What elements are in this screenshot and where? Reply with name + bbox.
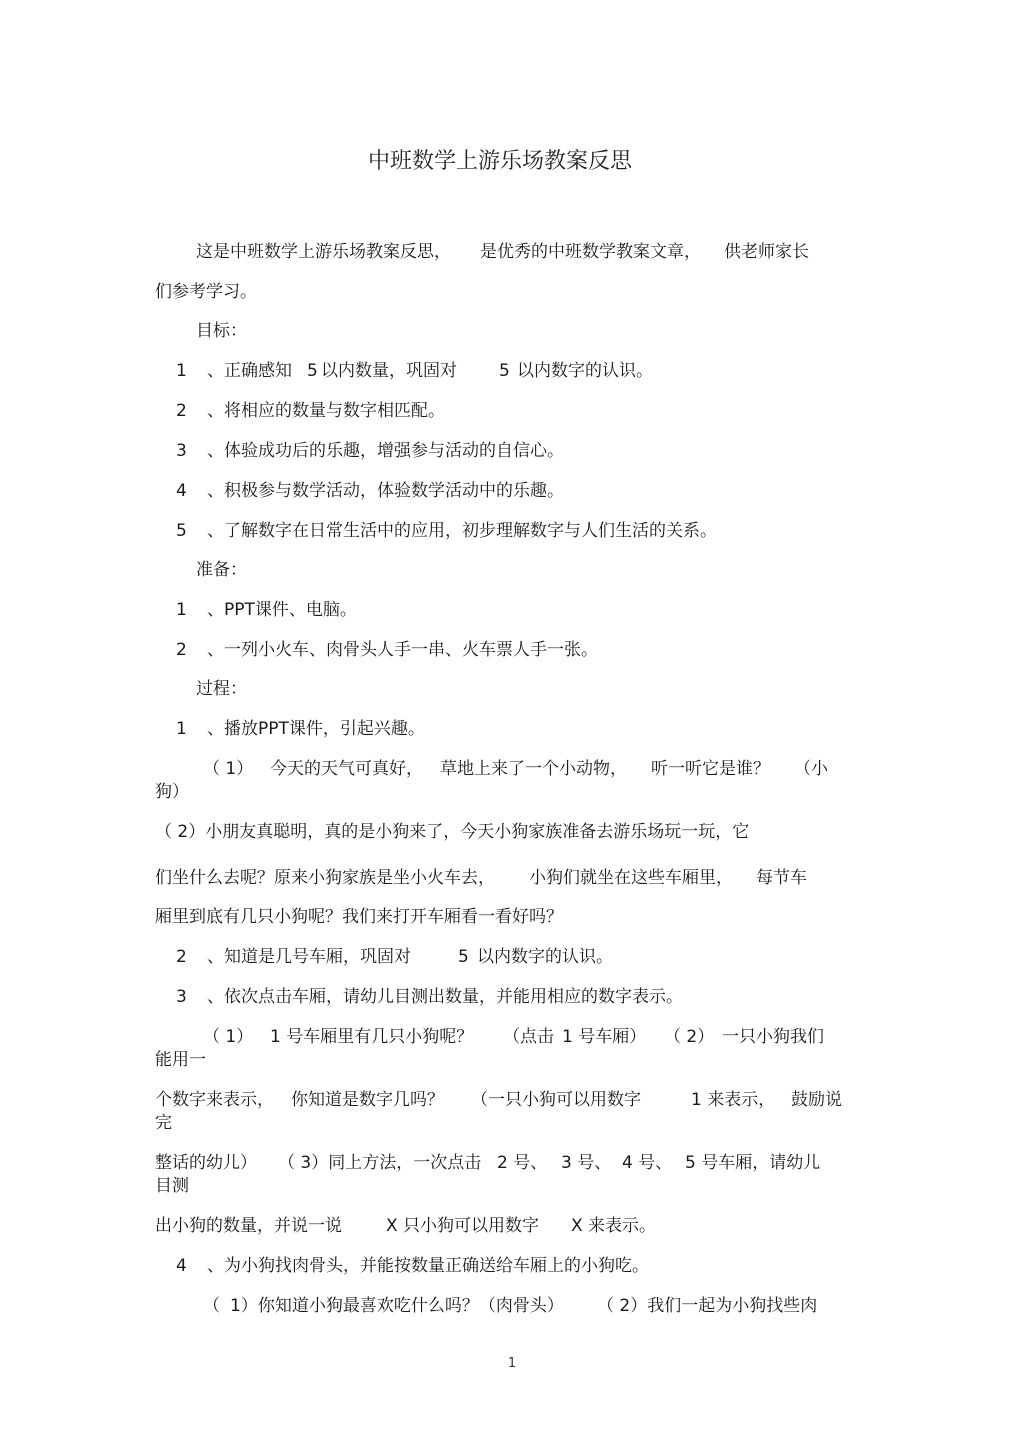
paragraph-text: （ 2）我们一起为小狗找些肉 [597, 1296, 818, 1316]
list-item: 、知道是几号车厢，巩固对 [207, 947, 411, 967]
paragraph-text: 出小狗的数量，并说一说 [155, 1216, 342, 1236]
paragraph-text: 草地上来了一个小动物， [440, 759, 627, 779]
paragraph-text: （ 2）小朋友真聪明，真的是小狗来了，今天小狗家族准备去游乐场玩一玩，它 [155, 822, 750, 842]
list-number: 1 [176, 719, 187, 739]
list-item: 以内数量，巩固对 [321, 361, 457, 381]
paragraph-text: 1）你知道小狗最喜欢吃什么吗？（肉骨头） [230, 1296, 564, 1316]
page-number: 1 [507, 1356, 517, 1371]
list-number: 2 [176, 947, 187, 967]
paragraph-text: （ 3）同上方法，一次点击 [278, 1153, 482, 1173]
list-item: 、体验成功后的乐趣，增强参与活动的自信心。 [207, 441, 564, 461]
paragraph-text: 完 [155, 1113, 172, 1133]
paragraph-text: 目测 [155, 1176, 189, 1196]
list-item: 、将相应的数量与数字相匹配。 [207, 401, 445, 421]
section-heading-process: 过程： [196, 679, 247, 699]
list-item: 、了解数字在日常生活中的应用，初步理解数字与人们生活的关系。 [207, 521, 717, 541]
paragraph-text: 听一听它是谁？ [651, 759, 770, 779]
list-item: 以内数字的认识。 [517, 361, 653, 381]
paragraph-text: 1 号车厢里有几只小狗呢？ [270, 1027, 474, 1047]
list-item: 、为小狗找肉骨头，并能按数量正确送给车厢上的小狗吃。 [207, 1256, 649, 1276]
list-number: 3 [176, 987, 187, 1007]
paragraph-text: （ 1） [203, 759, 254, 779]
list-number: 1 [176, 361, 187, 381]
paragraph-text: 们坐什么去呢？原来小狗家族是坐小火车去， [155, 868, 495, 888]
paragraph-text: 整话的幼儿） [155, 1153, 257, 1173]
paragraph-text: 2 号、 [497, 1153, 548, 1173]
paragraph-text: （小 [794, 759, 828, 779]
list-number: 4 [176, 481, 187, 501]
paragraph-text: 个数字来表示， [155, 1090, 274, 1110]
paragraph-text: 小狗们就坐在这些车厢里， [529, 868, 733, 888]
paragraph-text: 4 号、 [622, 1153, 673, 1173]
intro-text: 供老师家长 [724, 242, 809, 262]
list-item: 、积极参与数学活动，体验数学活动中的乐趣。 [207, 481, 564, 501]
list-item: 、播放PPT课件，引起兴趣。 [207, 719, 425, 739]
paragraph-text: X 只小狗可以用数字 [386, 1216, 540, 1236]
paragraph-text: （点击 [503, 1027, 554, 1047]
page-title: 中班数学上游乐场教案反思 [367, 149, 632, 174]
paragraph-text: 3 号、 [561, 1153, 612, 1173]
list-item: 、一列小火车、肉骨头人手一串、火车票人手一张。 [207, 640, 598, 660]
list-number: 5 [307, 361, 318, 381]
intro-text: 是优秀的中班数学教案文章， [480, 242, 701, 262]
paragraph-text: （ [203, 1296, 220, 1316]
list-item: 、依次点击车厢，请幼儿目测出数量，并能用相应的数字表示。 [207, 987, 683, 1007]
paragraph-text: 狗） [155, 782, 189, 802]
paragraph-text: X 来表示。 [571, 1216, 657, 1236]
list-number: 2 [176, 640, 187, 660]
paragraph-text: 你知道是数字几吗？ [291, 1090, 444, 1110]
paragraph-text: 每节车 [756, 868, 807, 888]
list-number: 5 [176, 521, 187, 541]
list-item: 以内数字的认识。 [477, 947, 613, 967]
paragraph-text: 一只小狗我们 [722, 1027, 824, 1047]
paragraph-text: 能用一 [155, 1050, 206, 1070]
section-heading-prep: 准备： [196, 560, 247, 580]
paragraph-text: 5 号车厢，请幼儿 [685, 1153, 821, 1173]
list-number: 2 [176, 401, 187, 421]
paragraph-text: 1 来表示， [691, 1090, 776, 1110]
intro-text: 这是中班数学上游乐场教案反思， [196, 242, 451, 262]
paragraph-text: （一只小狗可以用数字 [471, 1090, 641, 1110]
list-item: 、正确感知 [207, 361, 292, 381]
list-number: 5 [499, 361, 510, 381]
list-number: 4 [176, 1256, 187, 1276]
list-number: 1 [176, 600, 187, 620]
list-item: 、PPT课件、电脑。 [207, 600, 357, 620]
paragraph-text: 今天的天气可真好， [270, 759, 423, 779]
paragraph-text: （ 2） [664, 1027, 715, 1047]
section-heading-goals: 目标： [196, 321, 247, 341]
list-number: 5 [458, 947, 469, 967]
paragraph-text: 鼓励说 [791, 1090, 842, 1110]
paragraph-text: （ 1） [203, 1027, 254, 1047]
intro-text: 们参考学习。 [155, 282, 257, 302]
paragraph-text: 厢里到底有几只小狗呢？我们来打开车厢看一看好吗？ [155, 907, 563, 927]
paragraph-text: 1 号车厢） [562, 1027, 647, 1047]
list-number: 3 [176, 441, 187, 461]
